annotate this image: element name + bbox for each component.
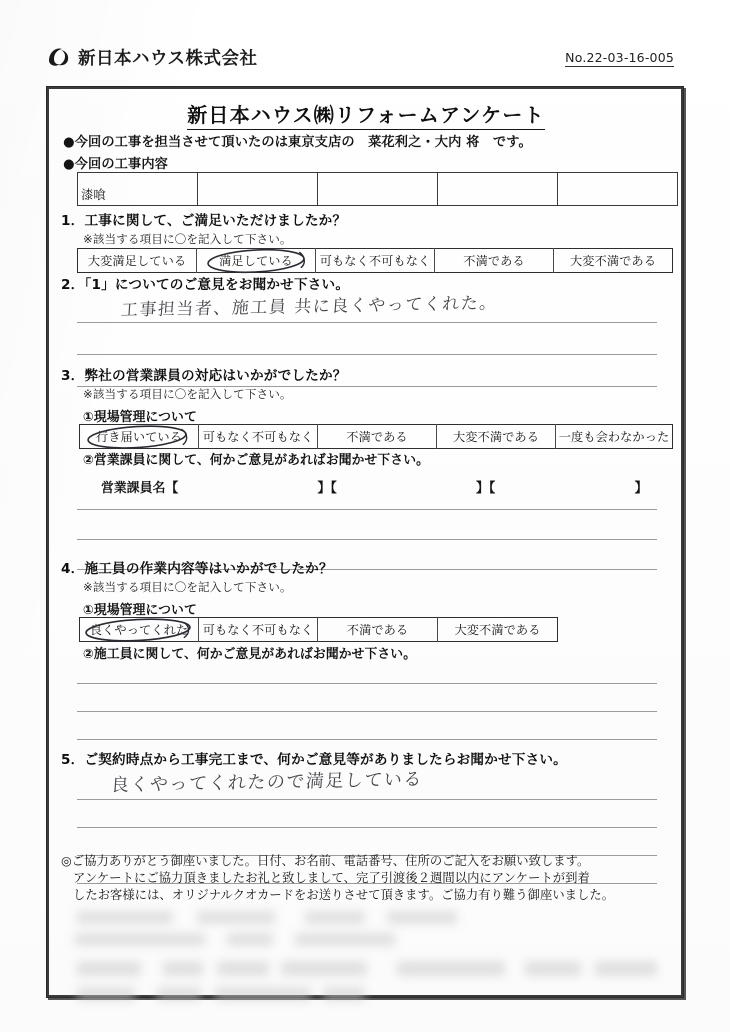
company-logo (46, 44, 257, 70)
redaction-bar (77, 987, 135, 1001)
sales-staff-name-bracket-2: 】【 (476, 481, 496, 496)
answer-rule-line (77, 322, 657, 323)
question-2-heading: 2．「1」についてのご意見をお聞かせ下さい。 (61, 277, 350, 293)
q3-option-3-label: 大変不満である (452, 430, 539, 444)
q3-option-4[interactable] (556, 425, 673, 449)
work-content-table (77, 172, 678, 206)
question-3-sub-heading: ①現場管理について (83, 410, 197, 425)
redaction-bar (157, 987, 201, 1001)
answer-rule-line (77, 509, 657, 510)
work-content-cell-4[interactable] (438, 173, 558, 206)
sales-staff-name-bracket-3: 】 (634, 481, 648, 496)
page-title-text: 新日本ハウス㈱リフォームアンケート (187, 103, 545, 130)
answer-rule-line (77, 827, 657, 828)
q4-option-3-label: 大変不満である (454, 623, 541, 637)
closing-paragraph (61, 853, 614, 904)
work-content-cell-2[interactable] (198, 173, 318, 206)
q1-option-1-label: 満足している (219, 254, 293, 268)
q3-option-1-label: 可もなく不可もなく (202, 430, 314, 444)
answer-rule-line (77, 683, 657, 684)
redaction-bar (215, 987, 311, 1001)
redaction-bar (217, 961, 269, 976)
q3-option-2[interactable] (318, 425, 437, 449)
q3-option-2-label: 不満である (346, 430, 408, 444)
answer-rule-line (77, 799, 657, 800)
table-row (80, 425, 673, 449)
redaction-bar (77, 911, 173, 924)
question-1-note: ※該当する項目に〇を記入して下さい。 (83, 232, 292, 246)
work-content-cell-1[interactable]: 漆喰 (78, 173, 198, 206)
work-content-label: ●今回の工事内容 (63, 157, 169, 172)
redaction-bar (387, 911, 457, 924)
redaction-bar (323, 987, 365, 1001)
question-4-options (79, 617, 558, 642)
swirl-logo-icon (46, 44, 72, 70)
question-3-note: ※該当する項目に〇を記入して下さい。 (83, 387, 292, 401)
work-content-cell-3[interactable] (318, 173, 438, 206)
question-4-sub-heading-2: ②施工員に関して、何かご意見があればお聞かせ下さい。 (83, 647, 417, 662)
q1-option-3[interactable] (435, 249, 554, 273)
q1-option-0-label: 大変満足している (87, 254, 187, 268)
question-4-heading: 4．施工員の作業内容等はいかがでしたか？ (61, 561, 333, 577)
sales-staff-name-label: 営業課員名【 (101, 481, 179, 496)
table-row (78, 173, 678, 206)
q1-option-2-label: 可もなく不可もなく (319, 254, 431, 268)
question-1-options (77, 248, 673, 273)
q1-option-4[interactable] (554, 249, 673, 273)
redaction-bar (75, 933, 205, 946)
question-4-sub-heading: ①現場管理について (83, 603, 197, 618)
question-5-heading: 5．ご契約時点から工事完工まで、何かご意見等がありましたらお聞かせ下さい。 (61, 752, 567, 768)
q4-option-1[interactable] (199, 618, 318, 642)
q3-option-4-label: 一度も会わなかった (558, 430, 670, 444)
answer-rule-line (77, 739, 657, 740)
q1-option-0[interactable] (78, 249, 197, 273)
table-row (78, 249, 673, 273)
question-3-sub-heading-2: ②営業課員に関して、何かご意見があればお聞かせ下さい。 (83, 453, 429, 468)
letterhead (0, 44, 730, 82)
q3-option-1[interactable] (199, 425, 318, 449)
redaction-bar (163, 961, 203, 976)
answer-rule-line (77, 539, 657, 540)
table-row (80, 618, 558, 642)
redaction-bar (77, 961, 141, 976)
q3-option-0-label: 行き届いている (95, 430, 182, 444)
redaction-bar (305, 911, 365, 924)
document-number: No.22-03-16-005 (565, 50, 674, 65)
q4-option-0-label: 良くやってくれた (89, 623, 189, 637)
redaction-bar (197, 911, 275, 924)
question-5-handwritten-answer: 良くやってくれたので満足している (110, 768, 424, 797)
q3-option-0[interactable] (80, 425, 199, 449)
answer-rule-line (77, 711, 657, 712)
sales-staff-name-row (101, 477, 647, 496)
page-title (47, 99, 685, 128)
staff-in-charge-line: ●今回の工事を担当させて頂いたのは東京支店の 菜花利之・大内 将 です。 (63, 135, 532, 150)
redaction-bar (595, 961, 657, 976)
q4-option-3[interactable] (438, 618, 558, 642)
question-3-options (79, 424, 673, 449)
question-1-heading: 1．工事に関して、ご満足いただけましたか？ (61, 213, 347, 229)
question-4-note: ※該当する項目に〇を記入して下さい。 (83, 580, 292, 594)
q4-option-2[interactable] (318, 618, 438, 642)
sales-staff-name-bracket-1: 】【 (317, 481, 337, 496)
closing-line-3: したお客様には、オリジナルクオカードをお送りさせて頂きます。ご協力有り難う御座いました。 (73, 888, 615, 902)
closing-line-2: アンケートにご協力頂きましたお礼と致しまして、完了引渡後２週間以内にアンケートが到着 (73, 871, 590, 885)
work-content-cell-5[interactable] (558, 173, 678, 206)
redaction-bar (295, 933, 395, 946)
q1-option-2[interactable] (316, 249, 435, 273)
answer-rule-line (77, 354, 657, 355)
question-3-heading: 3．弊社の営業課員の対応はいかがでしたか？ (61, 368, 347, 384)
q1-option-3-label: 不満である (463, 254, 525, 268)
q4-option-0[interactable] (80, 618, 199, 642)
redaction-bar (281, 961, 367, 976)
survey-form-frame (46, 86, 684, 998)
closing-line-1: ◎ご協力ありがとう御座いました。日付、お名前、電話番号、住所のご記入をお願い致します。 (61, 854, 590, 868)
q4-option-1-label: 可もなく不可もなく (202, 623, 314, 637)
question-2-handwritten-answer: 工事担当者、施工員 共に良くやってくれた。 (120, 293, 499, 321)
survey-form-body (47, 87, 685, 999)
q1-option-1[interactable] (197, 249, 316, 273)
redaction-bar (525, 961, 581, 976)
q1-option-4-label: 大変不満である (569, 254, 656, 268)
redaction-bar (397, 961, 505, 976)
company-name: 新日本ハウス株式会社 (78, 48, 258, 69)
redaction-bar (227, 933, 273, 946)
q3-option-3[interactable] (437, 425, 556, 449)
q4-option-2-label: 不満である (346, 623, 409, 637)
